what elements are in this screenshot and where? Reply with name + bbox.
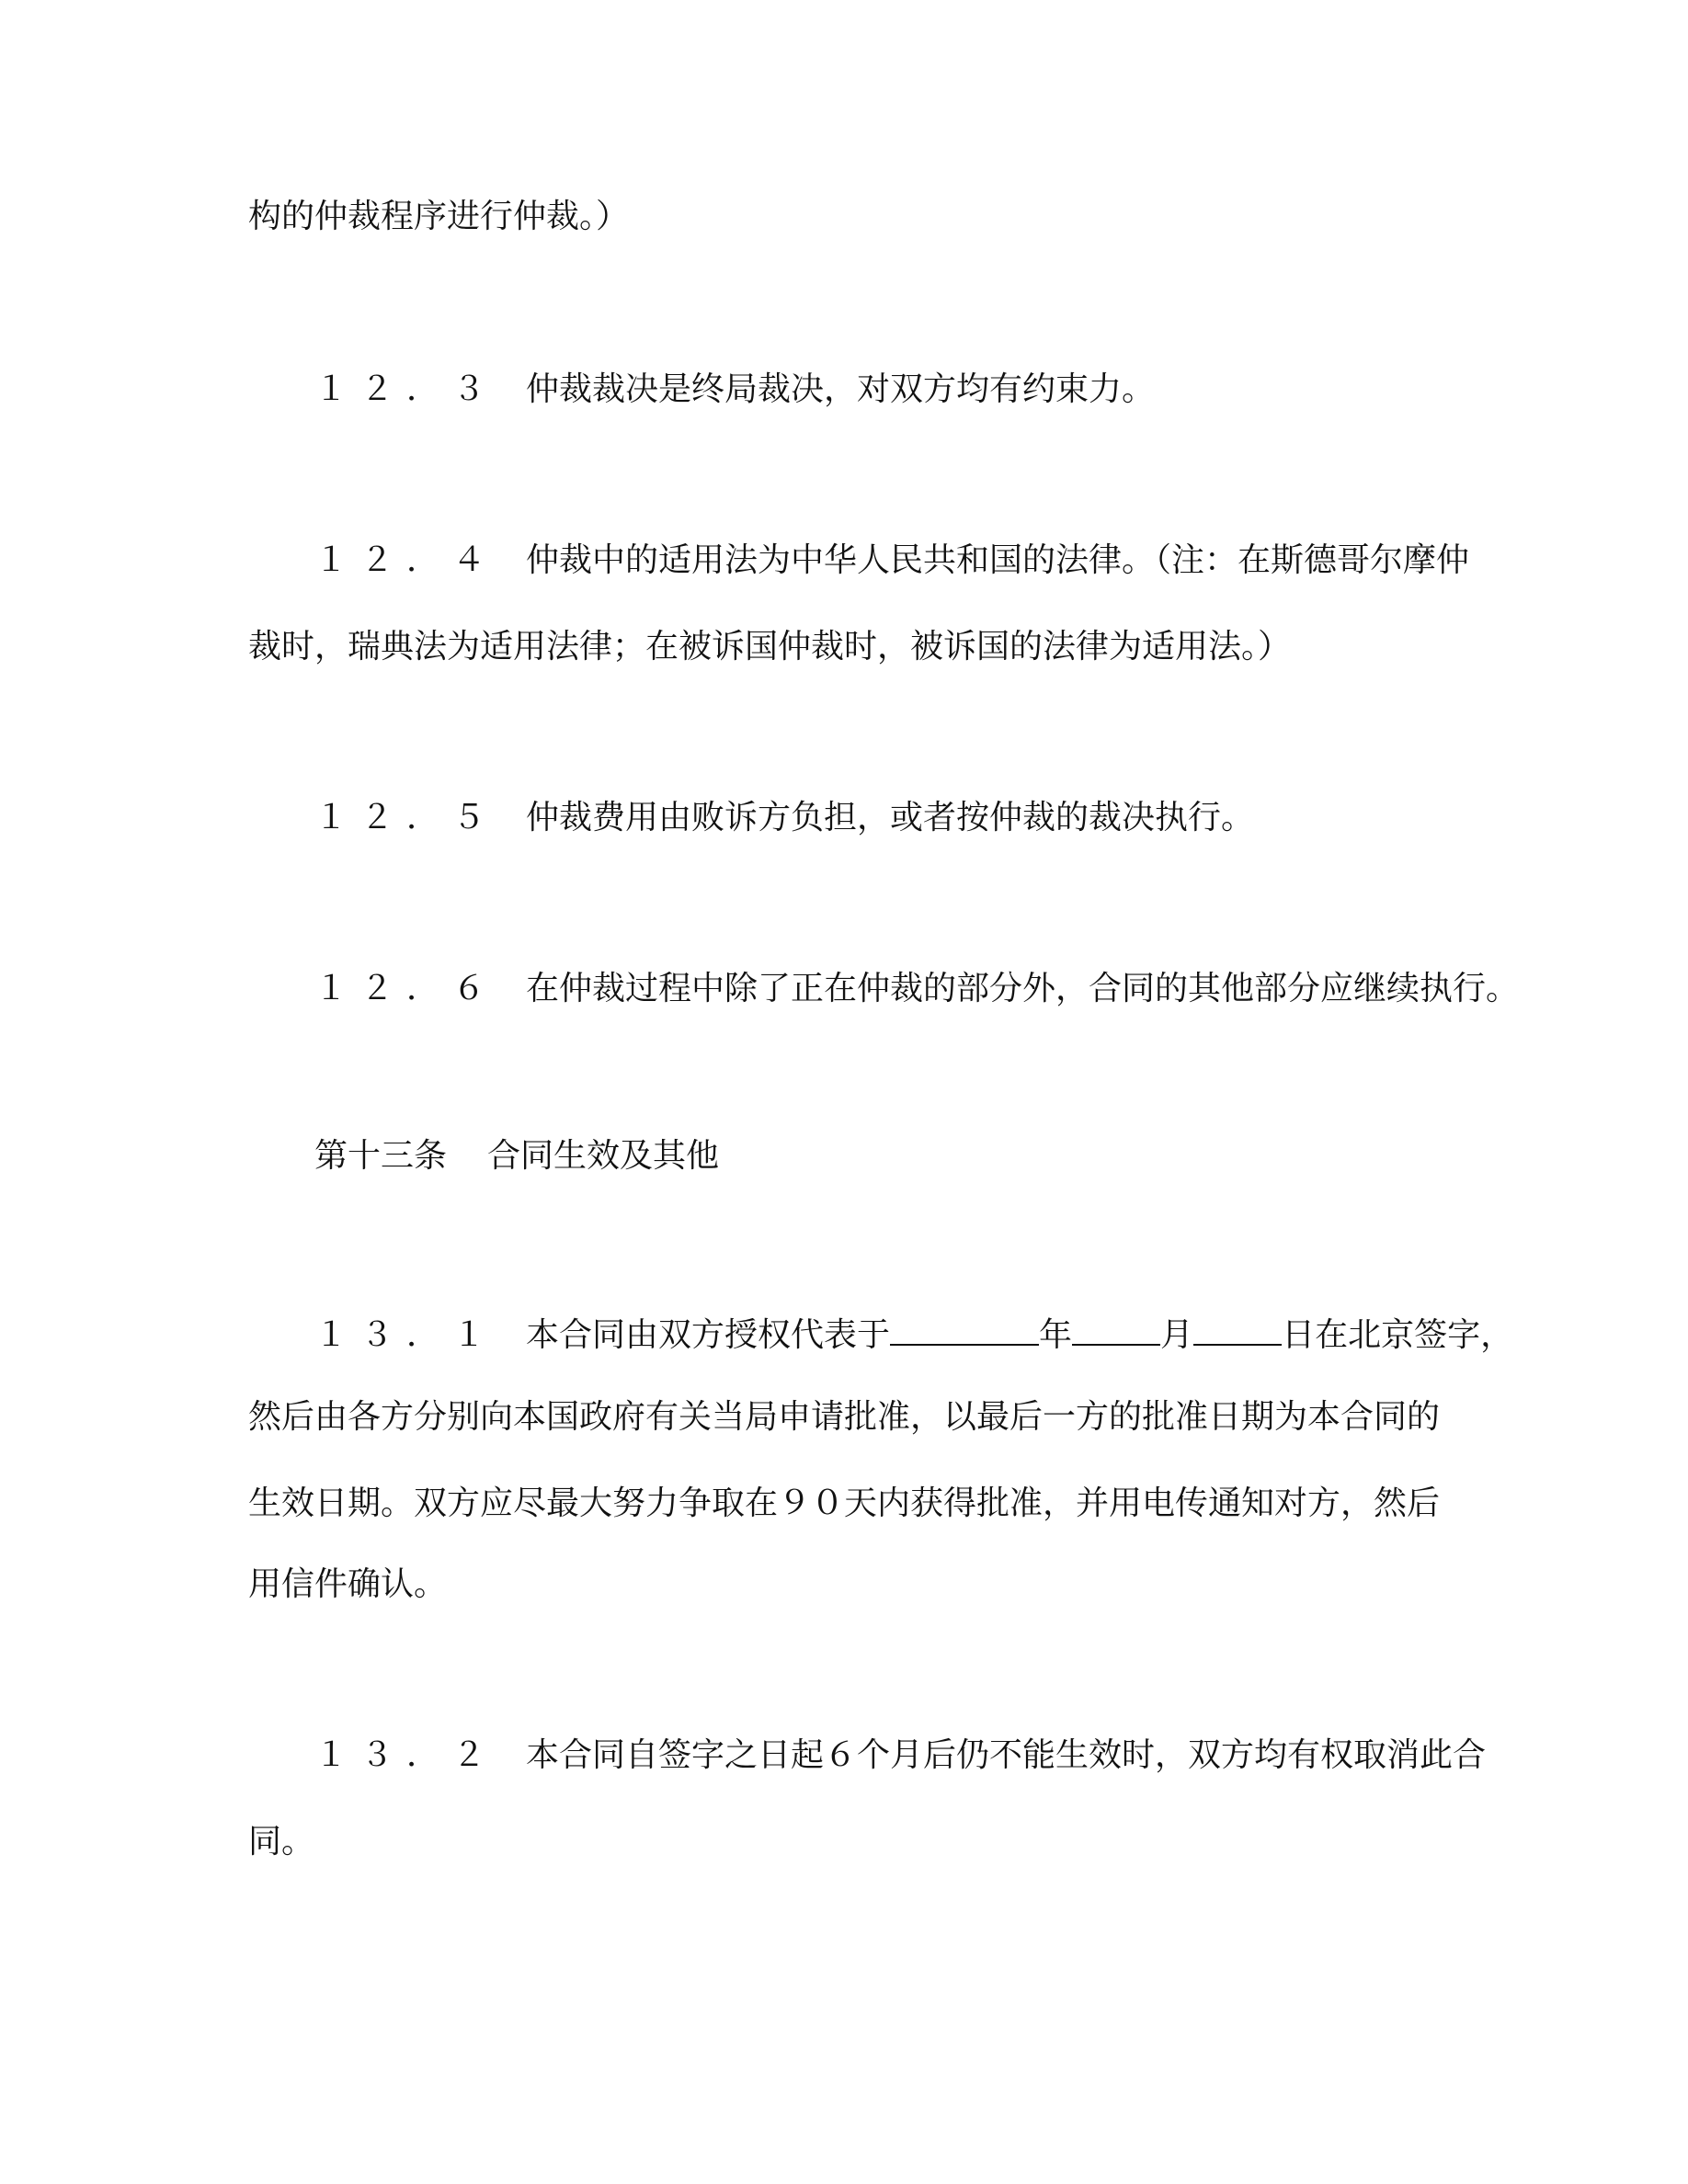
clause-12-4-continued xyxy=(248,625,1291,669)
clause-text: 仲裁裁决是终局裁决，对双方均有约束力。 xyxy=(526,370,1156,408)
clause-text: 生效日期。双方应尽最大努力争取在９０天内获得批准，并用电传通知对方，然后 xyxy=(248,1484,1441,1522)
clause-number: １２．５ xyxy=(314,799,499,836)
year-blank xyxy=(890,1309,1039,1346)
day-label: 日在北京签字， xyxy=(1282,1316,1514,1354)
clause-number: １２．６ xyxy=(314,970,499,1007)
article-number: 第十三条 xyxy=(314,1137,448,1175)
clause-number: １２．３ xyxy=(314,370,499,408)
clause-text: 然后由各方分别向本国政府有关当局申请批准，以最后一方的批准日期为本合同的 xyxy=(248,1398,1441,1436)
clause-12-3 xyxy=(314,368,1155,412)
clause-13-2 xyxy=(314,1734,1486,1778)
clause-13-1-line-4 xyxy=(248,1563,447,1607)
clause-number: １３．１ xyxy=(314,1316,499,1354)
clause-13-2-continued xyxy=(248,1820,314,1864)
clause-text: 本合同自签字之日起６个月后仍不能生效时，双方均有权取消此合 xyxy=(526,1736,1487,1774)
paragraph-text: 构的仲裁程序进行仲裁。） xyxy=(248,198,630,235)
clause-13-1-line-2 xyxy=(248,1395,1440,1439)
clause-text: 用信件确认。 xyxy=(248,1565,448,1603)
clause-number: １２．４ xyxy=(314,541,499,579)
clause-12-5 xyxy=(314,796,1254,840)
clause-text: 本合同由双方授权代表于 xyxy=(526,1316,891,1354)
paragraph-continuation xyxy=(248,195,629,239)
clause-text: 仲裁中的适用法为中华人民共和国的法律。（注：在斯德哥尔摩仲 xyxy=(526,541,1470,579)
clause-text: 同。 xyxy=(248,1823,315,1860)
clause-12-6 xyxy=(314,967,1519,1011)
month-label: 月 xyxy=(1160,1316,1194,1354)
clause-text: 在仲裁过程中除了正在仲裁的部分外，合同的其他部分应继续执行。 xyxy=(526,970,1520,1007)
clause-13-1-line-3 xyxy=(248,1482,1440,1526)
clause-13-1 xyxy=(314,1309,1513,1358)
clause-text: 裁时，瑞典法为适用法律；在被诉国仲裁时，被诉国的法律为适用法。） xyxy=(248,628,1292,665)
clause-number: １３．２ xyxy=(314,1736,499,1774)
article-13-heading xyxy=(314,1134,719,1178)
day-blank xyxy=(1193,1309,1282,1346)
clause-text: 仲裁费用由败诉方负担，或者按仲裁的裁决执行。 xyxy=(526,799,1255,836)
month-blank xyxy=(1072,1309,1160,1346)
clause-12-4 xyxy=(314,539,1469,583)
article-title: 合同生效及其他 xyxy=(487,1137,720,1175)
year-label: 年 xyxy=(1039,1316,1073,1354)
